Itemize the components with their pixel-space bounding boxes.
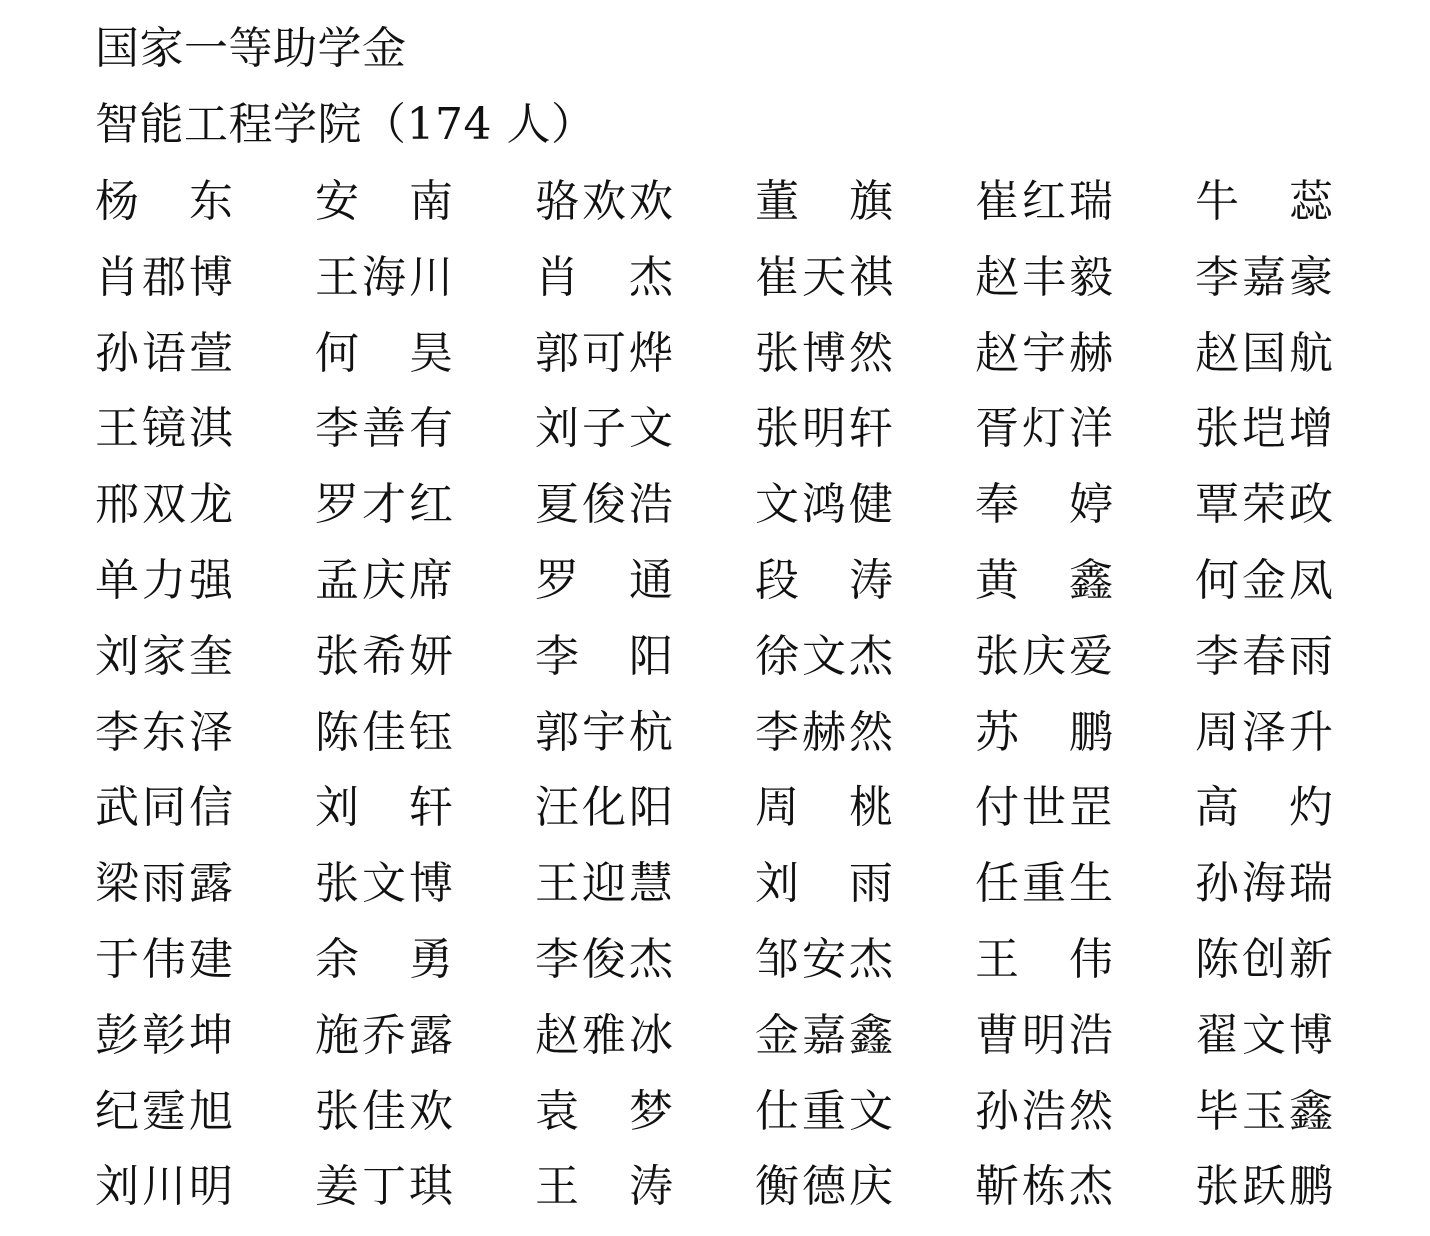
student-name: 郭 可 烨 [535, 327, 673, 379]
student-name: 牛 蕊 [1195, 176, 1333, 227]
student-name: 于 伟 建 [95, 933, 233, 985]
student-name: 郭 宇 杭 [535, 706, 673, 758]
student-name: 曹 明 浩 [975, 1009, 1113, 1061]
student-name: 刘 川 明 [95, 1161, 233, 1213]
student-name: 金 嘉 鑫 [755, 1009, 893, 1061]
student-name: 徐 文 杰 [755, 630, 893, 682]
student-name: 翟 文 博 [1195, 1009, 1333, 1061]
student-name: 张 佳 欢 [315, 1085, 453, 1137]
student-name: 张 庆 爱 [975, 630, 1113, 682]
student-name: 周 桃 [755, 782, 893, 834]
student-name: 赵 雅 冰 [535, 1009, 673, 1061]
student-name: 罗 通 [535, 554, 673, 606]
student-name: 何 昊 [315, 327, 453, 379]
student-name: 刘 家 奎 [95, 630, 233, 682]
student-name: 周 泽 升 [1195, 706, 1333, 758]
student-name: 张 文 博 [315, 858, 453, 910]
student-name: 段 涛 [755, 554, 893, 606]
student-name: 孙 语 萱 [95, 327, 233, 379]
student-name: 李 东 泽 [95, 706, 233, 758]
student-name: 何 金 凤 [1195, 554, 1333, 606]
student-name: 黄 鑫 [975, 554, 1113, 606]
student-name: 汪 化 阳 [535, 782, 673, 834]
student-name: 梁 雨 露 [95, 858, 233, 910]
student-name: 王 迎 慧 [535, 858, 673, 910]
student-name: 施 乔 露 [315, 1009, 453, 1061]
student-name: 张 跃 鹏 [1195, 1161, 1333, 1213]
student-name: 李 嘉 豪 [1195, 251, 1333, 303]
student-name: 刘 雨 [755, 858, 893, 910]
student-name: 罗 才 红 [315, 479, 453, 531]
student-name: 奉 婷 [975, 479, 1113, 531]
student-name: 高 灼 [1195, 782, 1333, 834]
student-name: 陈 创 新 [1195, 933, 1333, 985]
student-name: 孙 浩 然 [975, 1085, 1113, 1137]
student-name: 肖 杰 [535, 251, 673, 303]
student-name: 覃 荣 政 [1195, 479, 1333, 531]
student-name: 刘 轩 [315, 782, 453, 834]
student-name: 邹 安 杰 [755, 933, 893, 985]
student-name: 姜 丁 琪 [315, 1161, 453, 1213]
student-name: 单 力 强 [95, 554, 233, 606]
student-name: 武 同 信 [95, 782, 233, 834]
student-name: 赵 国 航 [1195, 327, 1333, 379]
student-name: 陈 佳 钰 [315, 706, 453, 758]
student-name: 杨 东 [95, 176, 233, 227]
award-title: 国家一等助学金 [95, 23, 407, 74]
student-name: 董 旗 [755, 176, 893, 227]
student-name: 刘 子 文 [535, 403, 673, 455]
student-name: 夏 俊 浩 [535, 479, 673, 531]
student-name: 肖 郡 博 [95, 251, 233, 303]
student-name: 李 阳 [535, 630, 673, 682]
college-heading: 智能工程学院（174 人） [95, 99, 596, 150]
name-grid [95, 175, 1335, 1236]
student-name: 张 垲 增 [1195, 403, 1333, 455]
student-name: 崔 红 瑞 [975, 176, 1113, 227]
student-name: 李 俊 杰 [535, 933, 673, 985]
student-name: 李 赫 然 [755, 706, 893, 758]
student-name: 李 善 有 [315, 403, 453, 455]
student-name: 邢 双 龙 [95, 479, 233, 531]
student-name: 张 明 轩 [755, 403, 893, 455]
student-name: 任 重 生 [975, 858, 1113, 910]
student-name: 骆 欢 欢 [535, 176, 673, 227]
student-name: 王 涛 [535, 1161, 673, 1213]
student-name: 王 海 川 [315, 251, 453, 303]
student-name: 仕 重 文 [755, 1085, 893, 1137]
student-name: 苏 鹏 [975, 706, 1113, 758]
student-name: 崔 天 祺 [755, 251, 893, 303]
student-name: 付 世 罡 [975, 782, 1113, 834]
student-name: 胥 灯 洋 [975, 403, 1113, 455]
student-name: 余 勇 [315, 933, 453, 985]
student-name: 孙 海 瑞 [1195, 858, 1333, 910]
student-name: 文 鸿 健 [755, 479, 893, 531]
student-name: 李 春 雨 [1195, 630, 1333, 682]
student-name: 赵 宇 赫 [975, 327, 1113, 379]
student-name: 彭 彰 坤 [95, 1009, 233, 1061]
student-name: 张 博 然 [755, 327, 893, 379]
student-name: 毕 玉 鑫 [1195, 1085, 1333, 1137]
student-name: 安 南 [315, 176, 453, 227]
student-name: 王 镜 淇 [95, 403, 233, 455]
student-name: 张 希 妍 [315, 630, 453, 682]
student-name: 赵 丰 毅 [975, 251, 1113, 303]
student-name: 王 伟 [975, 933, 1113, 985]
student-name: 袁 梦 [535, 1085, 673, 1137]
student-name: 孟 庆 席 [315, 554, 453, 606]
student-name: 衡 德 庆 [755, 1161, 893, 1213]
student-name: 靳 栋 杰 [975, 1161, 1113, 1213]
student-name: 纪 霆 旭 [95, 1085, 233, 1137]
